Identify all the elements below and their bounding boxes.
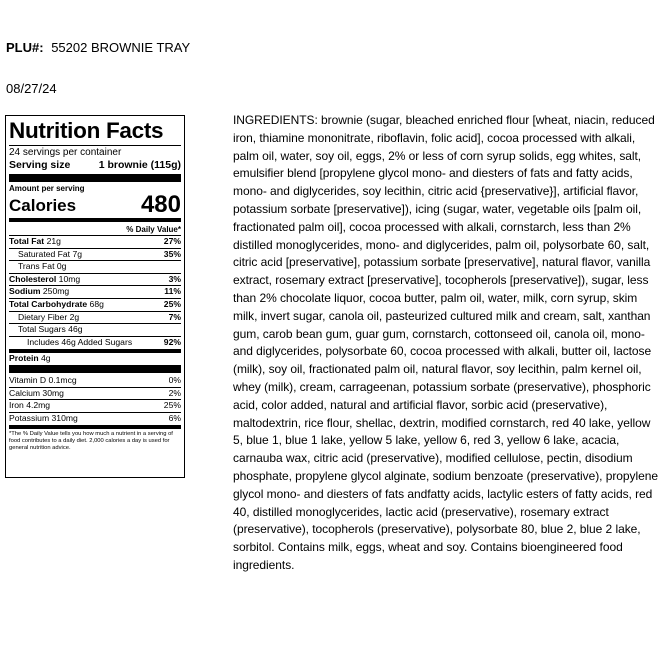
nutrient-row-total-fat <box>9 235 181 248</box>
nutrient-row-total-carbohydrate <box>9 298 181 311</box>
nutrient-label: Total Carbohydrate <box>9 298 88 309</box>
nutrient-label: Includes 46g Added Sugars <box>27 336 133 347</box>
nutrient-dv: 92% <box>163 336 181 347</box>
nutrient-amount: 2g <box>69 311 80 322</box>
calories-row <box>9 193 181 217</box>
ingredients-text: INGREDIENTS: brownie (sugar, bleached enriched flour [wheat, niacin, reduced iron, thiamine mononitrate, riboflavin, folic acid], cocoa processed with alkali, palm oil, water, soy oil, eggs, 2% or less of corn syrup solids, egg whites, salt, emulsifier blend [propylene glycol mono- and diesters of fats and fatty acids, mono- and diglycerides, soy lecithin, citric acid {preservative}], artificial flavor, potassium sorbate [preservative]), icing (sugar, water, vegetable oils [palm oil, fractionated palm oil], cocoa processed with alkali, cornstarch, less than 2% distilled monoglycerides, mono- and diglycerides, palm oil, polysorbate 60, salt, citric acid [preservative], potassium sorbate [preservative], natural flavor, vanilla extract, rosemary extract [preservative], tocopherols [preservative]), sugar, less than 2% chocolate liquor, cocoa butter, palm oil, water, milk, corn syrup, skim milk, invert sugar, canola oil, pasteurized cultured milk and cream, salt, xanthan gum, carob bean gum, guar gum, cornstarch, cottonseed oil, canola oil, mono- and diglycerides, polysorbate 60, cocoa processed with alkali, butter oil, lactose (milk), soy oil, fractionated palm oil, natural flavor, soy lecithin, palm kernel oil, whey (milk), cream, carrageenan, potassium sorbate (preservative), phosphoric acid, color added, natural and artificial flavor, sorbic acid (preservative), maltodextrin, rice flour, shellac, dextrin, modified cornstarch, red 40 lake, yellow 5, blue 1, blue 1 lake, yellow 5 lake, yellow 6, red 3, yellow 6 lake, acacia, carnauba wax, citric acid (preservative), modified cellulose, pectin, disodium phosphate, propylene glycol alginate, sodium benzoate (preservative), propylene glycol mono- and diesters of fats andfatty acids, lactylic esters of fatty acids, red 40, distilled monoglycerides, lactic acid (preservative), rosemary extract (preservative), tocopherols (preservative), polysorbate 80, blue 2, blue 2 lake, sorbitol. Contains milk, eggs, wheat and soy. Contains bioengineered food ingredients. <box>233 113 658 572</box>
serving-size-row <box>9 159 181 172</box>
calories-value: 480 <box>140 191 181 218</box>
serving-size-label: Serving size <box>9 159 71 171</box>
nutrient-dv: 11% <box>164 286 181 297</box>
nutrient-amount: 68g <box>89 298 104 309</box>
nutrient-row-trans-fat <box>9 260 181 273</box>
nutrition-facts-title: Nutrition Facts <box>9 118 164 143</box>
daily-value-footnote: *The % Daily Value tells you how much a nutrient in a serving of food contributes to a daily diet. 2,000 calories a day is used for general nutrition advice. <box>9 431 173 451</box>
vitamin-row <box>9 375 181 387</box>
nutrient-label: Dietary Fiber <box>18 311 68 322</box>
nutrient-dv: 3% <box>168 273 181 284</box>
nutrient-label: Sodium <box>9 286 41 297</box>
label-date: 08/27/24 <box>6 81 57 96</box>
serving-size-value: 1 brownie (115g) <box>98 159 181 171</box>
vitamin-label: Potassium 310mg <box>9 412 78 423</box>
nutrient-amount: 21g <box>46 236 61 246</box>
servings-per-container: 24 servings per container <box>9 147 122 158</box>
nutrient-amount: 250mg <box>42 286 70 297</box>
vitamin-label: Iron 4.2mg <box>9 400 51 411</box>
vitamin-label: Calcium 30mg <box>9 387 64 398</box>
vitamin-dv: 0% <box>168 374 181 385</box>
nutrient-rows <box>9 235 181 365</box>
nutrient-label: Trans Fat <box>18 261 55 272</box>
vitamin-dv: 6% <box>168 412 181 423</box>
divider-thick <box>9 365 181 373</box>
amount-per-serving: Amount per serving <box>9 184 85 193</box>
divider-medium <box>9 425 181 429</box>
nutrient-dv: 7% <box>168 311 181 322</box>
calories-label: Calories <box>9 196 77 215</box>
nutrient-amount: 46g <box>68 324 83 335</box>
nutrient-label: Protein <box>9 353 39 364</box>
vitamin-dv: 2% <box>168 387 181 398</box>
vitamin-dv: 25% <box>163 400 181 411</box>
nutrient-row-dietary-fiber <box>9 311 181 324</box>
nutrient-amount: 7g <box>72 248 83 259</box>
plu-line <box>6 40 190 56</box>
nutrient-row-added-sugars <box>9 336 181 349</box>
nutrient-dv: 25% <box>163 298 181 309</box>
nutrient-label: Total Fat <box>9 236 45 246</box>
vitamin-label: Vitamin D 0.1mcg <box>9 374 77 385</box>
divider <box>9 145 181 146</box>
plu-value: 55202 BROWNIE TRAY <box>51 40 191 55</box>
nutrient-row-protein <box>9 349 181 365</box>
nutrient-label: Cholesterol <box>9 273 57 284</box>
nutrient-label: Saturated Fat <box>18 248 71 259</box>
plu-label: PLU#: <box>6 40 44 55</box>
nutrient-row-saturated-fat <box>9 248 181 261</box>
vitamin-row <box>9 412 181 425</box>
divider-medium <box>9 218 181 222</box>
nutrient-amount: 0g <box>56 261 67 272</box>
nutrient-amount: 10mg <box>58 273 81 284</box>
nutrient-row-total-sugars <box>9 323 181 336</box>
vitamin-row <box>9 387 181 400</box>
vitamin-rows <box>9 375 181 424</box>
nutrient-row-sodium <box>9 285 181 298</box>
vitamin-row <box>9 399 181 412</box>
divider-thick <box>9 174 181 182</box>
nutrient-dv: 35% <box>163 248 181 259</box>
nutrient-label: Total Sugars <box>18 324 66 335</box>
nutrient-dv: 27% <box>163 236 181 246</box>
nutrition-facts-panel <box>5 115 185 478</box>
daily-value-header: % Daily Value* <box>126 225 181 234</box>
nutrient-amount: 4g <box>41 353 51 364</box>
nutrient-row-cholesterol <box>9 273 181 286</box>
